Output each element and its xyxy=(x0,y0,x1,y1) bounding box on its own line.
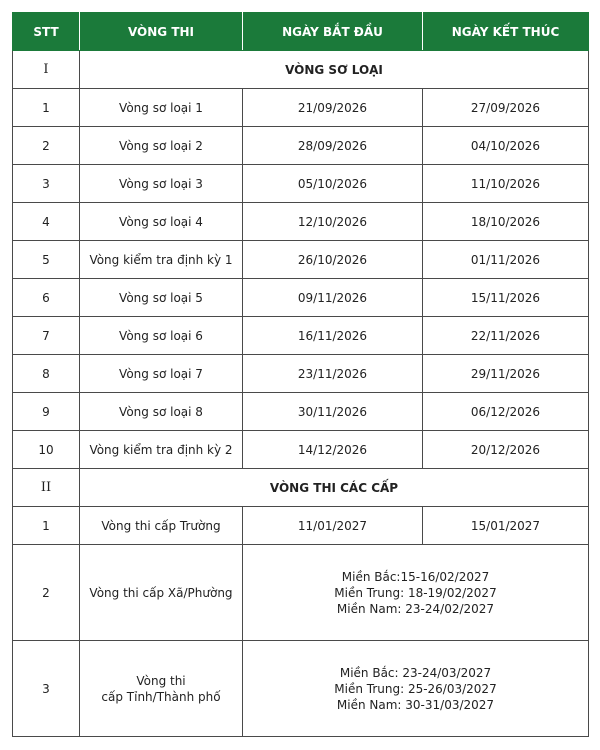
row-start-date: 12/10/2026 xyxy=(243,203,423,241)
region-date-north: Miền Bắc: 23-24/03/2027 xyxy=(339,665,492,680)
header-start-date: NGÀY BẮT ĐẦU xyxy=(243,13,423,51)
region-date-north: Miền Bắc:15-16/02/2027 xyxy=(341,569,490,584)
row-stt: 8 xyxy=(13,355,80,393)
region-dates xyxy=(243,545,589,641)
table-row xyxy=(13,317,589,355)
row-stt: 4 xyxy=(13,203,80,241)
region-date-central: Miền Trung: 18-19/02/2027 xyxy=(334,585,497,600)
row-stt: 1 xyxy=(13,89,80,127)
row-stt: 6 xyxy=(13,279,80,317)
table-row xyxy=(13,279,589,317)
row-end-date: 20/12/2026 xyxy=(423,431,589,469)
schedule-table xyxy=(12,12,589,737)
row-round: Vòng sơ loại 3 xyxy=(80,165,243,203)
section-title: VÒNG SƠ LOẠI xyxy=(80,51,589,89)
region-date-central: Miền Trung: 25-26/03/2027 xyxy=(334,681,497,696)
section-row-levels xyxy=(13,469,589,507)
row-start-date: 28/09/2026 xyxy=(243,127,423,165)
row-stt: 5 xyxy=(13,241,80,279)
row-round: Vòng kiểm tra định kỳ 1 xyxy=(80,241,243,279)
row-start-date: 30/11/2026 xyxy=(243,393,423,431)
row-end-date: 18/10/2026 xyxy=(423,203,589,241)
row-stt: 10 xyxy=(13,431,80,469)
row-round: Vòng kiểm tra định kỳ 2 xyxy=(80,431,243,469)
section-title: VÒNG THI CÁC CẤP xyxy=(80,469,589,507)
row-round: Vòng thi cấp Xã/Phường xyxy=(80,545,243,641)
row-round: Vòng sơ loại 1 xyxy=(80,89,243,127)
row-stt: 2 xyxy=(13,545,80,641)
region-date-south: Miền Nam: 30-31/03/2027 xyxy=(336,697,495,712)
row-end-date: 11/10/2026 xyxy=(423,165,589,203)
section-row-preliminary xyxy=(13,51,589,89)
row-round: Vòng sơ loại 5 xyxy=(80,279,243,317)
table-row xyxy=(13,165,589,203)
row-round: Vòng sơ loại 8 xyxy=(80,393,243,431)
table-row xyxy=(13,203,589,241)
table-row xyxy=(13,431,589,469)
table-header xyxy=(13,13,589,51)
row-stt: 9 xyxy=(13,393,80,431)
row-start-date: 16/11/2026 xyxy=(243,317,423,355)
table-row xyxy=(13,507,589,545)
section-numeral: I xyxy=(13,51,80,89)
row-end-date: 06/12/2026 xyxy=(423,393,589,431)
table-row xyxy=(13,641,589,737)
header-stt: STT xyxy=(13,13,80,51)
region-dates xyxy=(243,641,589,737)
table-row xyxy=(13,355,589,393)
table-row xyxy=(13,89,589,127)
row-end-date: 29/11/2026 xyxy=(423,355,589,393)
row-end-date: 27/09/2026 xyxy=(423,89,589,127)
table-row xyxy=(13,393,589,431)
row-round: Vòng sơ loại 2 xyxy=(80,127,243,165)
row-start-date: 09/11/2026 xyxy=(243,279,423,317)
row-stt: 3 xyxy=(13,165,80,203)
region-date-south: Miền Nam: 23-24/02/2027 xyxy=(336,601,495,616)
row-end-date: 22/11/2026 xyxy=(423,317,589,355)
row-end-date: 04/10/2026 xyxy=(423,127,589,165)
row-start-date: 21/09/2026 xyxy=(243,89,423,127)
row-end-date: 15/11/2026 xyxy=(423,279,589,317)
row-start-date: 05/10/2026 xyxy=(243,165,423,203)
table-row xyxy=(13,545,589,641)
row-round: Vòng sơ loại 6 xyxy=(80,317,243,355)
row-round-line: cấp Tỉnh/Thành phố xyxy=(101,689,221,704)
row-stt: 1 xyxy=(13,507,80,545)
table-row xyxy=(13,127,589,165)
section-numeral: II xyxy=(13,469,80,507)
row-round: Vòng thi cấp Trường xyxy=(80,507,243,545)
row-round: Vòng sơ loại 4 xyxy=(80,203,243,241)
table-row xyxy=(13,241,589,279)
row-start-date: 11/01/2027 xyxy=(243,507,423,545)
row-end-date: 01/11/2026 xyxy=(423,241,589,279)
preliminary-rows xyxy=(13,89,589,469)
row-start-date: 14/12/2026 xyxy=(243,431,423,469)
header-end-date: NGÀY KẾT THÚC xyxy=(423,13,589,51)
header-row xyxy=(13,13,589,51)
row-stt: 7 xyxy=(13,317,80,355)
row-stt: 3 xyxy=(13,641,80,737)
row-start-date: 23/11/2026 xyxy=(243,355,423,393)
row-round-line: Vòng thi xyxy=(136,673,186,688)
header-round: VÒNG THI xyxy=(80,13,243,51)
row-stt: 2 xyxy=(13,127,80,165)
row-start-date: 26/10/2026 xyxy=(243,241,423,279)
row-round: Vòng sơ loại 7 xyxy=(80,355,243,393)
row-end-date: 15/01/2027 xyxy=(423,507,589,545)
row-round xyxy=(80,641,243,737)
